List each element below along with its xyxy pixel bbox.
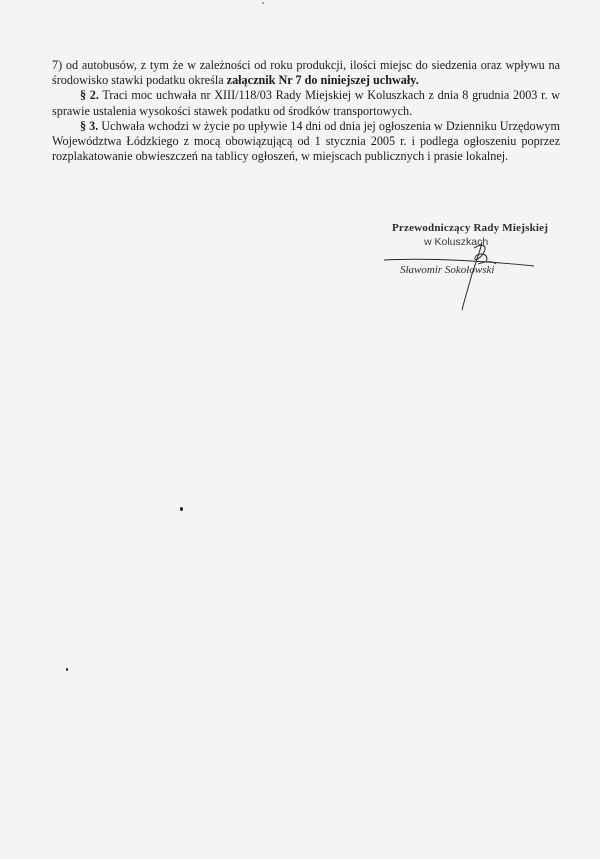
section-2-label: § 2. <box>80 88 99 103</box>
signature-stamp <box>384 222 554 322</box>
signature-place: w Koluszkach <box>424 236 489 248</box>
section-2-text: Traci moc uchwała nr XIII/118/03 Rady Miejskiej w Koluszkach z dnia 8 grudnia 2003 r. w sprawie ustalenia wysokości stawek podatku od środków transportowych. <box>52 88 561 118</box>
paragraph-section-3 <box>52 119 560 165</box>
signature-name: Sławomir Sokołowski <box>400 264 495 276</box>
handwritten-signature-icon <box>384 222 554 322</box>
attachment-reference: załącznik Nr 7 do niniejszej uchwały. <box>226 73 419 88</box>
paragraph-section-2 <box>52 88 560 118</box>
paragraph-item-7 <box>52 58 560 88</box>
scan-speck <box>66 668 68 671</box>
item-7-text: 7) od autobusów, z tym że w zależności od roku produkcji, ilości miejsc do siedzenia oraz wpływu na środowisko stawki podatku określa <box>52 58 560 88</box>
scan-speck <box>180 507 183 511</box>
scan-speck <box>262 2 264 4</box>
resolution-text <box>52 58 560 164</box>
signature-title: Przewodniczący Rady Miejskiej <box>392 222 549 234</box>
section-3-text: Uchwała wchodzi w życie po upływie 14 dni od dnia jej ogłoszenia w Dzienniku Urzędowym Województwa Łódzkiego z mocą obowiązującą od 1 stycznia 2005 r. i podlega ogłoszeniu poprzez rozplakatowanie obwieszczeń na tablicy ogłoszeń, w miejscach publicznych i prasie lokalnej. <box>52 118 560 164</box>
section-3-label: § 3. <box>80 118 99 133</box>
